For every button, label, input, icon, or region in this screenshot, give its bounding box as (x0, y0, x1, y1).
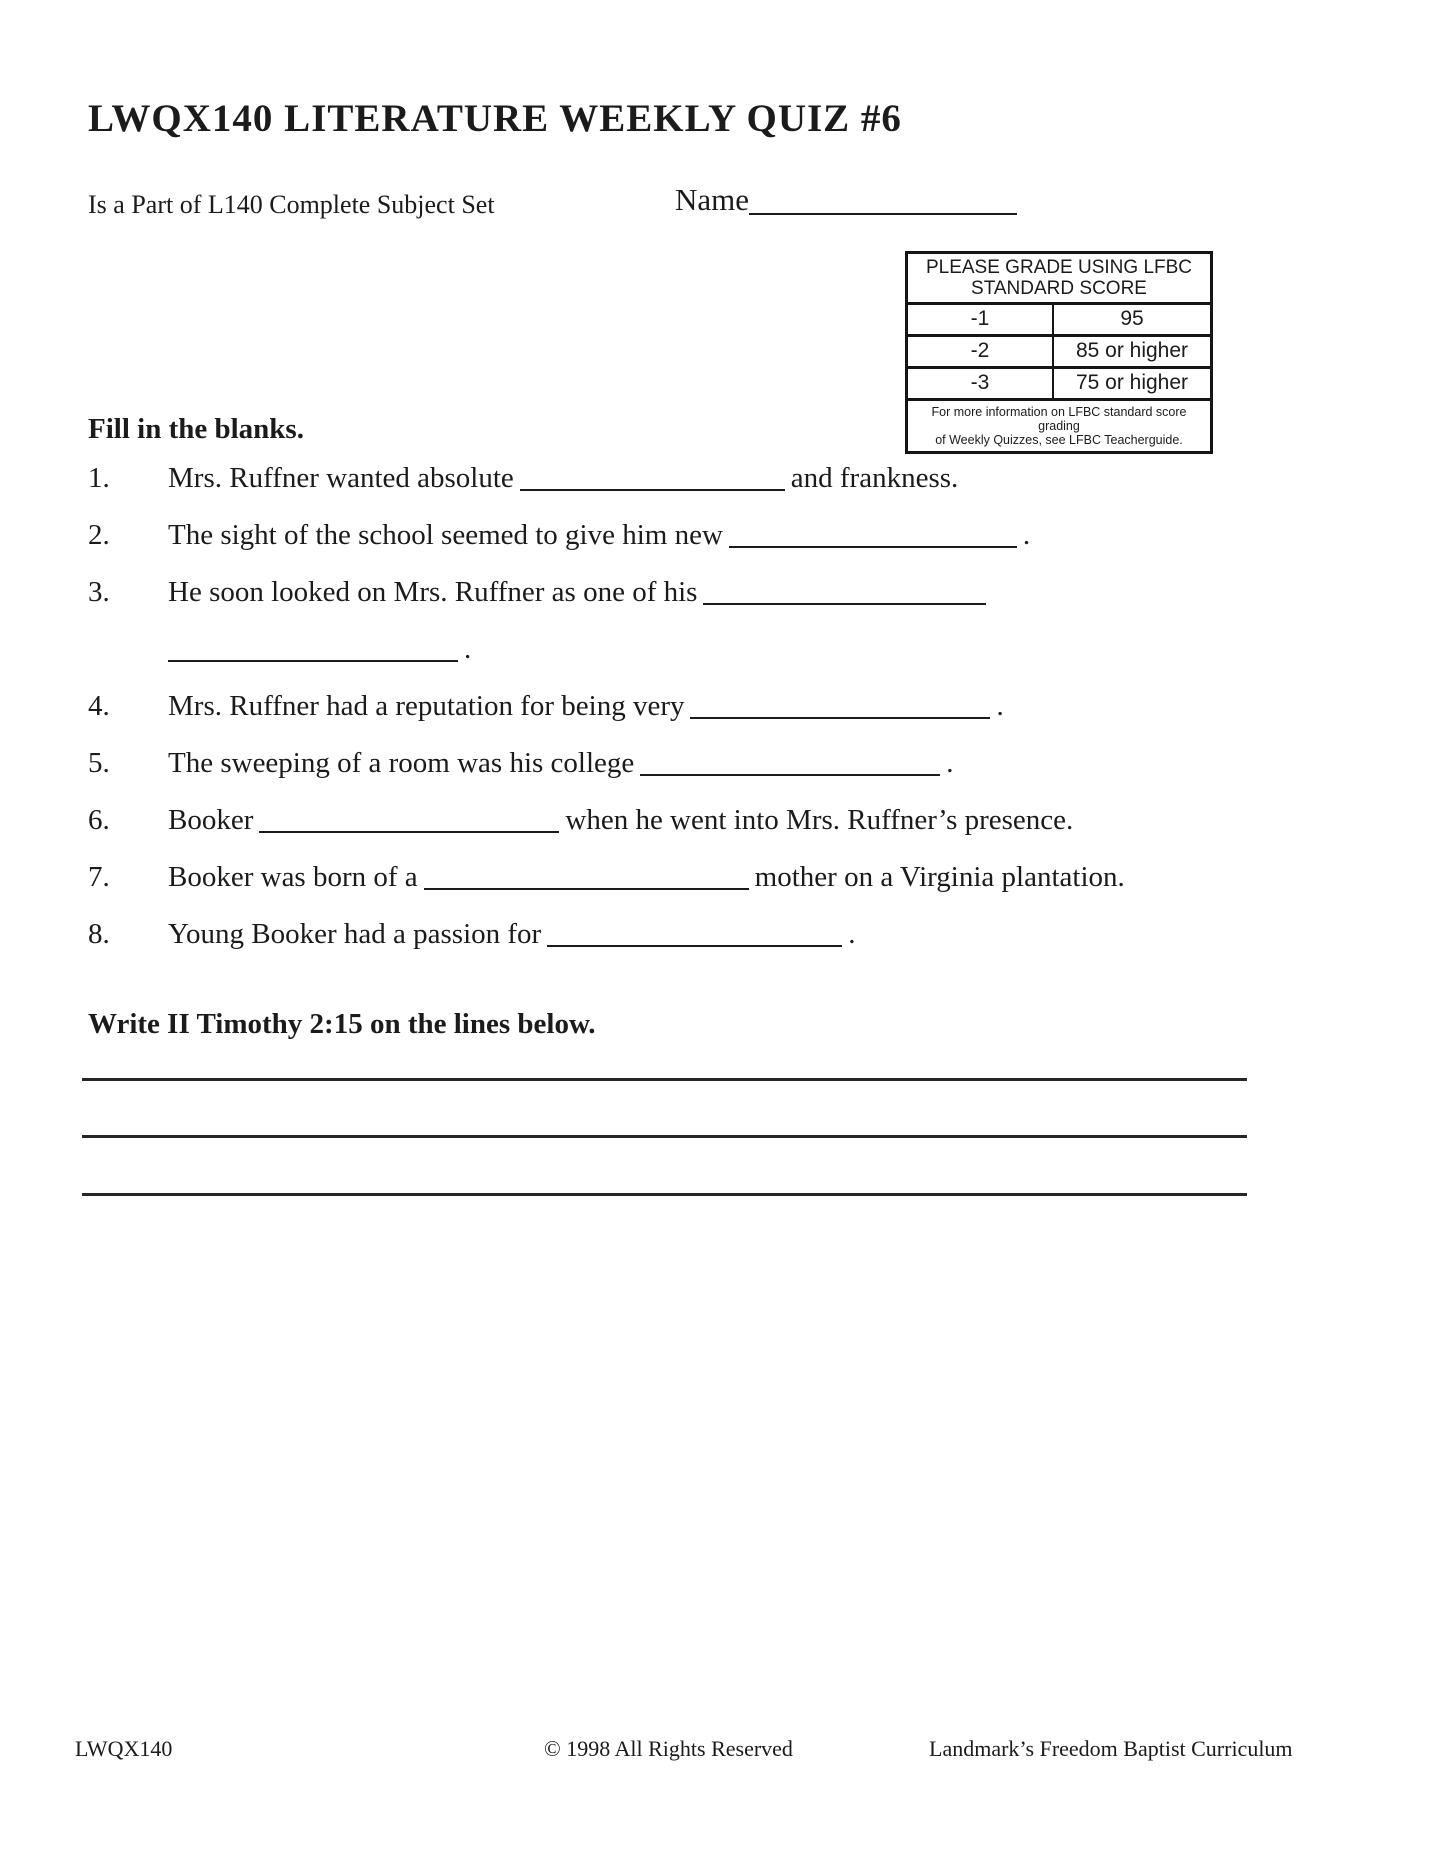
question-row-7 (88, 860, 1408, 894)
grade-table-header-line2: STANDARD SCORE (971, 278, 1147, 299)
question-text: Booker when he went into Mrs. Ruffner’s presence. (168, 804, 1074, 836)
question-number: 7. (88, 861, 110, 893)
question-number: 4. (88, 690, 110, 722)
name-input-line[interactable] (749, 184, 1017, 215)
footer-copyright: © 1998 All Rights Reserved (544, 1736, 793, 1761)
writing-line-1[interactable] (82, 1078, 1247, 1081)
question-number: 8. (88, 918, 110, 950)
deduction-cell: -1 (908, 305, 1054, 334)
question-text: . (168, 632, 471, 666)
question-text: The sweeping of a room was his college . (168, 747, 954, 779)
deduction-cell: -2 (908, 337, 1054, 366)
write-verse-heading: Write II Timothy 2:15 on the lines below. (88, 1008, 596, 1040)
answer-blank-4[interactable] (690, 691, 990, 719)
question-number: 5. (88, 747, 110, 779)
answer-blank-8[interactable] (547, 919, 842, 947)
page-subtitle: Is a Part of L140 Complete Subject Set (88, 190, 495, 219)
grade-table-row (908, 337, 1210, 369)
footer-code: LWQX140 (75, 1736, 173, 1761)
name-field-group (675, 182, 1017, 218)
grade-table (905, 251, 1213, 454)
question-row-3 (88, 575, 1408, 609)
grade-table-footnote (908, 401, 1210, 451)
grade-table-footnote-line1: For more information on LFBC standard score grading (931, 405, 1187, 433)
answer-blank-3b[interactable] (168, 634, 458, 662)
question-row-2 (88, 518, 1408, 552)
writing-line-3[interactable] (82, 1193, 1247, 1196)
grade-table-header-line1: PLEASE GRADE USING LFBC (925, 257, 1193, 278)
question-number: 6. (88, 804, 110, 836)
question-row-8 (88, 917, 1408, 951)
answer-blank-3[interactable] (703, 577, 986, 605)
question-number: 2. (88, 519, 110, 551)
page-title: LWQX140 LITERATURE WEEKLY QUIZ #6 (88, 97, 902, 140)
footer-publisher: Landmark’s Freedom Baptist Curriculum (929, 1736, 1293, 1761)
question-text: He soon looked on Mrs. Ruffner as one of his (168, 575, 992, 609)
fill-in-blanks-heading: Fill in the blanks. (88, 413, 304, 445)
score-cell: 95 (1120, 307, 1144, 330)
question-text: The sight of the school seemed to give him new . (168, 519, 1031, 551)
question-row-5 (88, 746, 1408, 780)
score-cell: 85 or higher (1075, 339, 1189, 362)
grade-table-header (908, 254, 1210, 305)
question-row-4 (88, 689, 1408, 723)
question-list (88, 461, 1408, 974)
question-text: Booker was born of a mother on a Virginia plantation. (168, 861, 1125, 893)
question-row-3-continuation (88, 632, 1408, 666)
name-label: Name (675, 182, 750, 217)
writing-line-2[interactable] (82, 1135, 1247, 1138)
question-number: 3. (88, 576, 110, 608)
answer-blank-1[interactable] (520, 463, 785, 491)
question-text: Mrs. Ruffner had a reputation for being very . (168, 690, 1004, 722)
question-text: Young Booker had a passion for . (168, 918, 856, 950)
question-text: Mrs. Ruffner wanted absolute and frankness. (168, 462, 959, 494)
answer-blank-7[interactable] (424, 862, 749, 890)
question-row-1 (88, 461, 1408, 495)
question-row-6 (88, 803, 1408, 837)
score-cell: 75 or higher (1075, 371, 1189, 394)
answer-blank-6[interactable] (259, 805, 559, 833)
grade-table-row (908, 369, 1210, 401)
grade-table-row (908, 305, 1210, 337)
answer-blank-2[interactable] (729, 520, 1017, 548)
deduction-cell: -3 (908, 369, 1054, 398)
answer-blank-5[interactable] (640, 748, 940, 776)
grade-table-footnote-line2: of Weekly Quizzes, see LFBC Teacherguide. (935, 433, 1183, 447)
question-number: 1. (88, 462, 110, 494)
